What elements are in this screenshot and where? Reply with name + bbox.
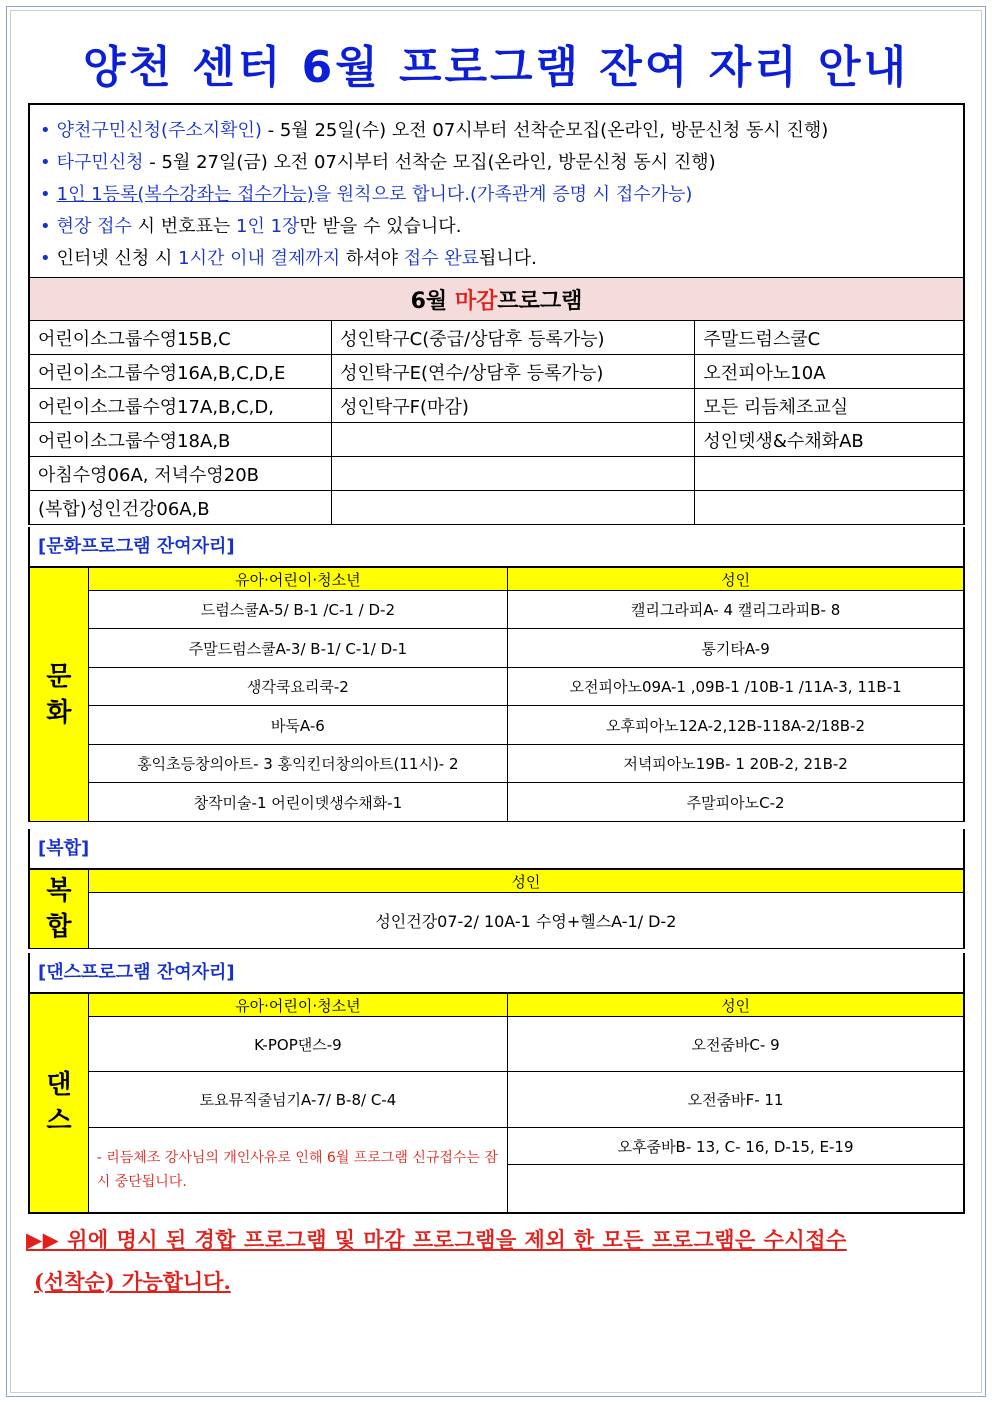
- notice-box: [28, 103, 965, 278]
- table-row: 어린이소그룹수영17A,B,C,D, 성인탁구F(마감) 모든 리듬체조교실: [29, 389, 964, 423]
- table-row: 어린이소그룹수영18A,B 성인뎃생&수채화AB: [29, 423, 964, 457]
- notice-item: • 인터넷 신청 시 1시간 이내 결제까지 하셔야 접수 완료됩니다.: [40, 248, 537, 269]
- notice-item: • 양천구민신청(주소지확인) - 5월 25일(수) 오전 07시부터 선착순모집(온라인, 방문신청 동시 진행): [40, 120, 829, 141]
- notice-item: • 현장 접수 시 번호표는 1인 1장만 받을 수 있습니다.: [40, 216, 462, 237]
- table-row: 홍익초등창의아트- 3 홍익킨더창의아트(11시)- 2 저녁피아노19B- 1 20B-2, 21B-2: [29, 745, 964, 783]
- col-header-adult: 성인: [508, 994, 964, 1017]
- notice-item: • 타구민신청 - 5월 27일(금) 오전 07시부터 선착순 모집(온라인, 방문신청 동시 진행): [40, 152, 716, 173]
- culture-heading: [문화프로그램 잔여자리]: [28, 527, 965, 567]
- table-row: - 리듬체조 강사님의 개인사유로 인해 6월 프로그램 신규접수는 잠시 중단됩니다. 오후줌바B- 13, C- 16, D-15, E-19: [29, 1128, 964, 1165]
- dance-table: [28, 993, 965, 1214]
- combined-category-label: 복 합: [29, 870, 88, 949]
- table-row: 생각쿡요리쿡-2 오전피아노09A-1 ,09B-1 /10B-1 /11A-3, 11B-1: [29, 668, 964, 706]
- table-row: 토요뮤직줄넘기A-7/ B-8/ C-4 오전줌바F- 11: [29, 1072, 964, 1128]
- page-title: 양천 센터 6월 프로그램 잔여 자리 안내: [82, 42, 910, 93]
- table-row: 드럼스쿨A-5/ B-1 /C-1 / D-2 캘리그라피A- 4 캘리그라피B- 8: [29, 591, 964, 629]
- culture-table: [28, 567, 965, 822]
- table-row: 바둑A-6 오후피아노12A-2,12B-118A-2/18B-2: [29, 706, 964, 745]
- footer-line-1: ▶▶ 위에 명시 된 경합 프로그램 및 마감 프로그램을 제외 한 모든 프로그램은 수시접수: [26, 1227, 847, 1252]
- table-row: 주말드럼스쿨A-3/ B-1/ C-1/ D-1 통기타A-9: [29, 629, 964, 668]
- rhythm-gym-notice: - 리듬체조 강사님의 개인사유로 인해 6월 프로그램 신규접수는 잠시 중단됩니다.: [88, 1128, 507, 1213]
- dance-category-label: 댄 스: [29, 994, 88, 1213]
- footer-notice: [26, 1222, 936, 1306]
- col-header-adult: 성인: [508, 568, 964, 591]
- combined-heading: [복합]: [28, 829, 965, 869]
- closed-programs-table: [28, 277, 965, 525]
- col-header-adult: 성인: [88, 870, 964, 893]
- table-row: (복합)성인건강06A,B: [29, 491, 964, 525]
- table-row: 어린이소그룹수영16A,B,C,D,E 성인탁구E(연수/상담후 등록가능) 오전피아노10A: [29, 355, 964, 389]
- table-row: 어린이소그룹수영15B,C 성인탁구C(중급/상담후 등록가능) 주말드럼스쿨C: [29, 321, 964, 355]
- table-row: 창작미술-1 어린이뎃생수채화-1 주말피아노C-2: [29, 783, 964, 822]
- footer-line-2: (선착순) 가능합니다.: [34, 1269, 231, 1294]
- col-header-youth: 유아·어린이·청소년: [88, 568, 508, 591]
- closed-programs-header: 6월 마감프로그램: [29, 278, 964, 321]
- combined-table: [28, 869, 965, 949]
- culture-category-label: 문 화: [29, 568, 88, 822]
- table-row: 성인건강07-2/ 10A-1 수영+헬스A-1/ D-2: [29, 893, 964, 949]
- table-row: K-POP댄스-9 오전줌바C- 9: [29, 1017, 964, 1072]
- table-row: 아침수영06A, 저녁수영20B: [29, 457, 964, 491]
- col-header-youth: 유아·어린이·청소년: [88, 994, 507, 1017]
- notice-item: • 1인 1등록(복수강좌는 접수가능)을 원칙으로 합니다.(가족관계 증명 시 접수가능): [40, 184, 693, 205]
- dance-heading: [댄스프로그램 잔여자리]: [28, 953, 965, 993]
